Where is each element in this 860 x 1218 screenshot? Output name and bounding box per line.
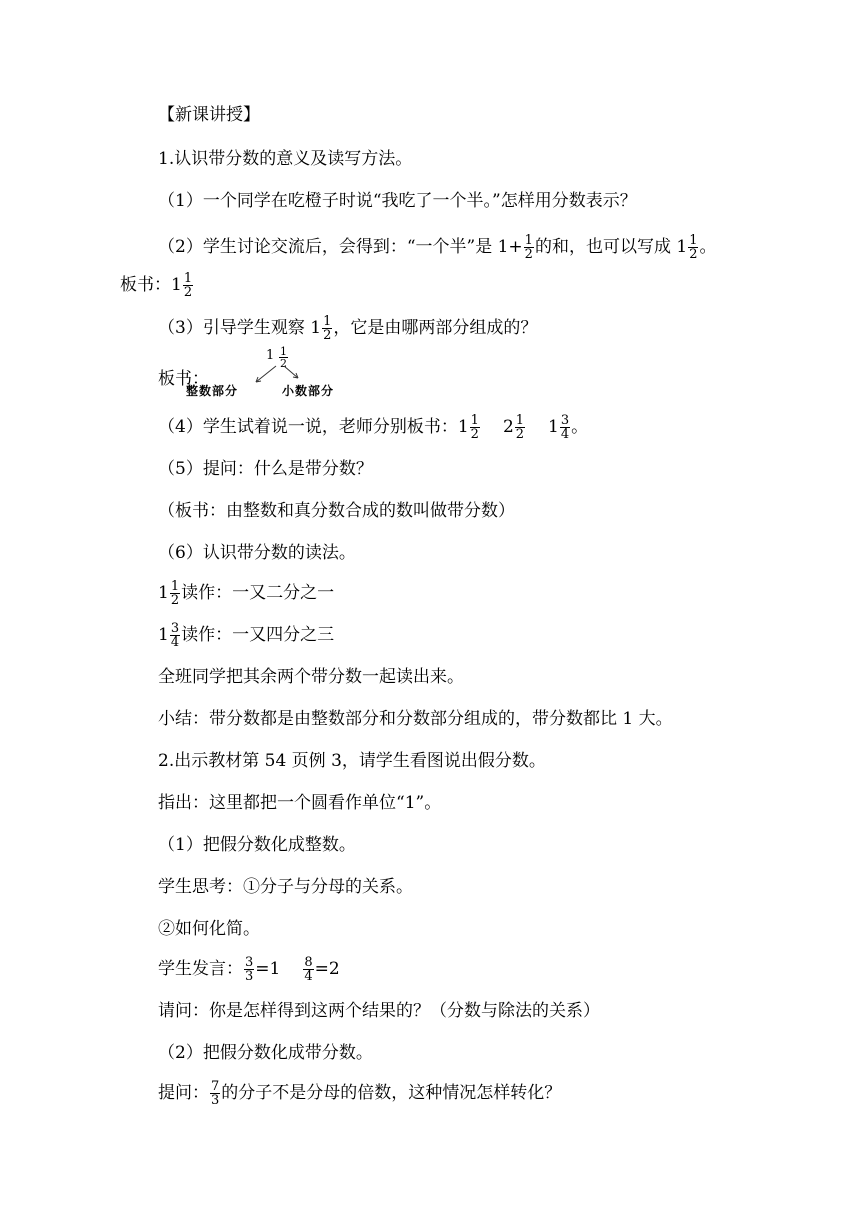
fraction: $\frac{3}{3}$ — [245, 955, 254, 984]
point-out: 指出：这里都把一个圆看作单位“1”。 — [158, 793, 442, 813]
diagram-fraction: $\frac{1}{2}$ — [280, 345, 287, 370]
question-3-suffix: ，它是由哪两部分组成的？ — [333, 318, 538, 338]
question-1: （1）一个同学在吃橙子时说“我吃了一个半。”怎样用分数表示？ — [158, 191, 637, 211]
mixed-number-parts-diagram — [158, 346, 378, 400]
board-note-1 — [120, 272, 194, 299]
mixed-number-fraction: $\frac{3}{4}$ — [560, 413, 570, 442]
question-2-suffix: 。 — [699, 237, 717, 257]
mixed-number-whole: 1 — [158, 625, 169, 645]
reading-example-2 — [158, 622, 334, 649]
mixed-number-fraction: $\frac{1}{2}$ — [183, 271, 193, 300]
step-2: （2）把假分数化成带分数。 — [158, 1043, 373, 1063]
final-question-suffix: 的分子不是分母的倍数，这种情况怎样转化？ — [221, 1083, 562, 1103]
mixed-number-whole: 1 — [171, 275, 182, 295]
mixed-number-whole: 1 — [310, 318, 322, 338]
mixed-number-whole: 1 — [457, 417, 469, 437]
question-3 — [158, 315, 537, 342]
mixed-number-whole: 2 — [502, 417, 514, 437]
final-question-prefix: 提问： — [158, 1083, 209, 1103]
reading-example-1 — [158, 580, 334, 607]
student-answer-prefix: 学生发言： — [158, 959, 243, 979]
question-2-prefix: （2）学生讨论交流后，会得到：“一个半”是 1+ — [158, 237, 523, 257]
board-label: 板书： — [158, 369, 209, 389]
step-1: （1）把假分数化成整数。 — [158, 835, 356, 855]
final-question — [158, 1080, 561, 1107]
section-2-title: 2.出示教材第 54 页例 3，请学生看图说出假分数。 — [158, 751, 546, 771]
reading-text: 读作：一又四分之三 — [181, 625, 335, 645]
mixed-number-whole: 1 — [158, 583, 169, 603]
equation-result: =1 — [255, 959, 281, 979]
question-3-prefix: （3）引导学生观察 — [158, 318, 311, 338]
fraction: $\frac{7}{3}$ — [211, 1079, 220, 1108]
question-4-suffix: 。 — [571, 417, 589, 437]
student-thinking: 学生思考：①分子与分母的关系。 — [158, 877, 413, 897]
question-2-middle: 的和，也可以写成 — [534, 237, 677, 257]
section-1-title: 1.认识带分数的意义及读写方法。 — [158, 149, 413, 169]
mixed-number-fraction: $\frac{1}{2}$ — [689, 233, 698, 262]
fraction: $\frac{8}{4}$ — [304, 955, 313, 984]
reading-text: 读作：一又二分之一 — [181, 583, 335, 603]
mixed-number-fraction: $\frac{1}{2}$ — [515, 413, 525, 442]
student-answer — [158, 956, 340, 983]
board-label: 板书： — [120, 275, 171, 295]
mixed-number-whole: 1 — [548, 417, 559, 437]
section-heading: 【新课讲授】 — [158, 105, 260, 125]
mixed-number-fraction: $\frac{1}{2}$ — [470, 413, 479, 442]
question-6: （6）认识带分数的读法。 — [158, 543, 356, 563]
mixed-number-whole: 1 — [676, 237, 688, 257]
mixed-number-fraction: $\frac{1}{2}$ — [323, 314, 332, 343]
mixed-number-fraction: $\frac{1}{2}$ — [170, 579, 180, 608]
question-5: （5）提问：什么是带分数？ — [158, 459, 373, 479]
fraction-part-label: 小数部分 — [282, 384, 335, 398]
mixed-number-fraction: $\frac{3}{4}$ — [170, 621, 180, 650]
simplify-prompt: ②如何化简。 — [158, 919, 260, 939]
diagram-whole: 1 — [266, 348, 275, 363]
ask-question: 请问：你是怎样得到这两个结果的？（分数与除法的关系） — [158, 1001, 600, 1021]
question-2 — [158, 234, 716, 261]
fraction-one-half: $\frac{1}{2}$ — [524, 233, 533, 262]
integer-part-label: 整数部分 — [186, 384, 239, 398]
summary: 小结：带分数都是由整数部分和分数部分组成的，带分数都比 1 大。 — [158, 709, 673, 729]
question-4 — [158, 414, 588, 441]
class-reading-instruction: 全班同学把其余两个带分数一起读出来。 — [158, 667, 464, 687]
question-4-prefix: （4）学生试着说一说，老师分别板书： — [158, 417, 458, 437]
board-note-3: （板书：由整数和真分数合成的数叫做带分数） — [158, 501, 515, 521]
equation-result: =2 — [314, 959, 340, 979]
